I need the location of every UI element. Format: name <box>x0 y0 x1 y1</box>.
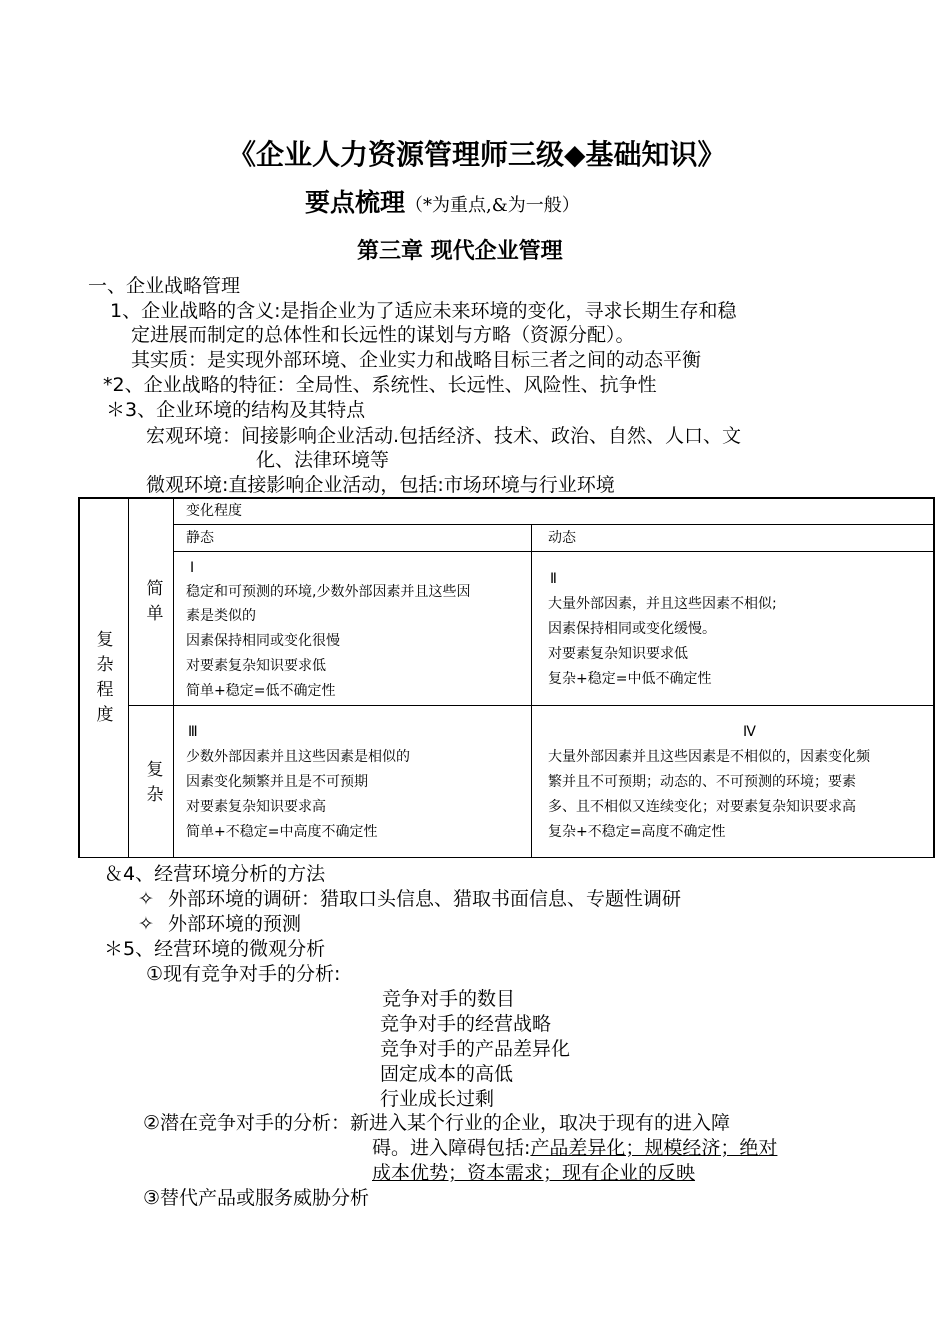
quadrant-line: 少数外部因素并且这些因素是相似的 <box>186 749 410 765</box>
bullet-2 <box>138 912 301 936</box>
column-label-dynamic: 动态 <box>548 530 576 546</box>
subtitle <box>305 183 580 219</box>
quadrant-line: 简单+不稳定=中高度不确定性 <box>186 824 378 840</box>
table-line <box>531 525 532 858</box>
row-label-simple: 简单 <box>146 579 164 624</box>
item-2: *2、企业战略的特征：全局性、系统性、长远性、风险性、抗争性 <box>103 374 657 396</box>
quadrant-line: 大量外部因素，并且这些因素不相似; <box>548 596 777 612</box>
quadrant-line: 因素保持相同或变化很慢 <box>186 633 340 649</box>
macro-environment-line-2: 化、法律环境等 <box>256 449 390 471</box>
quadrant-numeral: Ⅲ <box>188 724 198 740</box>
quadrant-line: 复杂+稳定=中低不确定性 <box>548 671 712 687</box>
quadrant-line: 稳定和可预测的环境,少数外部因素并且这些因 <box>186 584 471 600</box>
quadrant-line: 因素保持相同或变化缓慢。 <box>548 621 716 637</box>
subtitle-main: 要点梳理 <box>305 188 406 217</box>
item-3: ＊3、企业环境的结构及其特点 <box>106 399 366 421</box>
potential-competitor-line-1: ②潜在竞争对手的分析：新进入某个行业的企业，取决于现有的进入障 <box>143 1112 731 1134</box>
micro-environment: 微观环境:直接影响企业活动，包括:市场环境与行业环境 <box>146 474 615 496</box>
barrier-list-part-1: 产品差异化；规模经济；绝对 <box>530 1137 778 1159</box>
table-line <box>78 857 935 858</box>
existing-competitor-heading: ①现有竞争对手的分析: <box>146 963 341 985</box>
quadrant-numeral: Ⅱ <box>550 571 557 587</box>
quadrant-line: 大量外部因素并且这些因素是不相似的，因素变化频 <box>548 749 870 765</box>
section-5-heading: ＊5、经营环境的微观分析 <box>104 938 326 960</box>
item-1-line-2: 定进展而制定的总体性和长远性的谋划与方略（资源分配）。 <box>131 324 635 346</box>
item-1-line-3: 其实质：是实现外部环境、企业实力和战略目标三者之间的动态平衡 <box>131 349 702 371</box>
document-title: 《企业人力资源管理师三级◆基础知识》 <box>228 138 726 171</box>
quadrant-line: 对要素复杂知识要求高 <box>186 799 326 815</box>
chapter-heading: 第三章 现代企业管理 <box>357 238 563 264</box>
table-line <box>174 551 935 552</box>
barrier-intro: 碍。进入障碍包括: <box>372 1137 531 1159</box>
list-item: 竞争对手的数目 <box>382 988 516 1010</box>
diamond-bullet-icon: ✧ <box>138 888 154 910</box>
column-axis-label: 变化程度 <box>186 503 242 519</box>
potential-competitor-line-3: 成本优势；资本需求；现有企业的反映 <box>372 1162 696 1184</box>
macro-environment-line-1: 宏观环境：间接影响企业活动.包括经济、技术、政治、自然、人口、文 <box>146 425 742 447</box>
bullet-1 <box>138 887 681 911</box>
list-item: 竞争对手的产品差异化 <box>380 1038 571 1060</box>
quadrant-line: 对要素复杂知识要求低 <box>548 646 688 662</box>
quadrant-line: 复杂+不稳定=高度不确定性 <box>548 824 726 840</box>
section-4-heading: ＆4、经营环境分析的方法 <box>104 863 326 885</box>
subtitle-note: （*为重点,&为一般） <box>405 195 580 216</box>
quadrant-numeral: Ⅰ <box>190 560 195 576</box>
quadrant-line: 多、且不相似又连续变化；对要素复杂知识要求高 <box>548 799 856 815</box>
diamond-bullet-icon: ✧ <box>138 913 154 935</box>
potential-competitor-line-2 <box>372 1136 777 1160</box>
table-line <box>78 497 80 858</box>
row-axis-label: 复杂程度 <box>96 630 114 725</box>
table-line <box>128 497 129 858</box>
section-1-heading: 一、企业战略管理 <box>88 275 241 297</box>
row-label-complex: 复杂 <box>146 760 164 805</box>
bullet-1-text: 外部环境的调研：猎取口头信息、猎取书面信息、专题性调研 <box>167 888 681 910</box>
table-line <box>933 497 935 858</box>
table-line <box>129 705 935 706</box>
bullet-2-text: 外部环境的预测 <box>167 913 301 935</box>
quadrant-line: 对要素复杂知识要求低 <box>186 658 326 674</box>
quadrant-line: 因素变化频繁并且是不可预期 <box>186 774 368 790</box>
list-item: 行业成长过剩 <box>380 1088 495 1110</box>
list-item: 竞争对手的经营战略 <box>380 1013 552 1035</box>
substitute-threat-heading: ③替代产品或服务威胁分析 <box>143 1187 370 1209</box>
item-1-line-1: 1、企业战略的含义:是指企业为了适应未来环境的变化，寻求长期生存和稳 <box>110 300 737 322</box>
column-label-static: 静态 <box>186 530 214 546</box>
list-item: 固定成本的高低 <box>380 1063 514 1085</box>
quadrant-line: 素是类似的 <box>186 608 256 624</box>
quadrant-line: 简单+稳定=低不确定性 <box>186 683 336 699</box>
quadrant-line: 繁并且不可预期；动态的、不可预测的环境；要素 <box>548 774 856 790</box>
table-line <box>174 524 935 525</box>
quadrant-numeral: Ⅳ <box>743 724 756 740</box>
